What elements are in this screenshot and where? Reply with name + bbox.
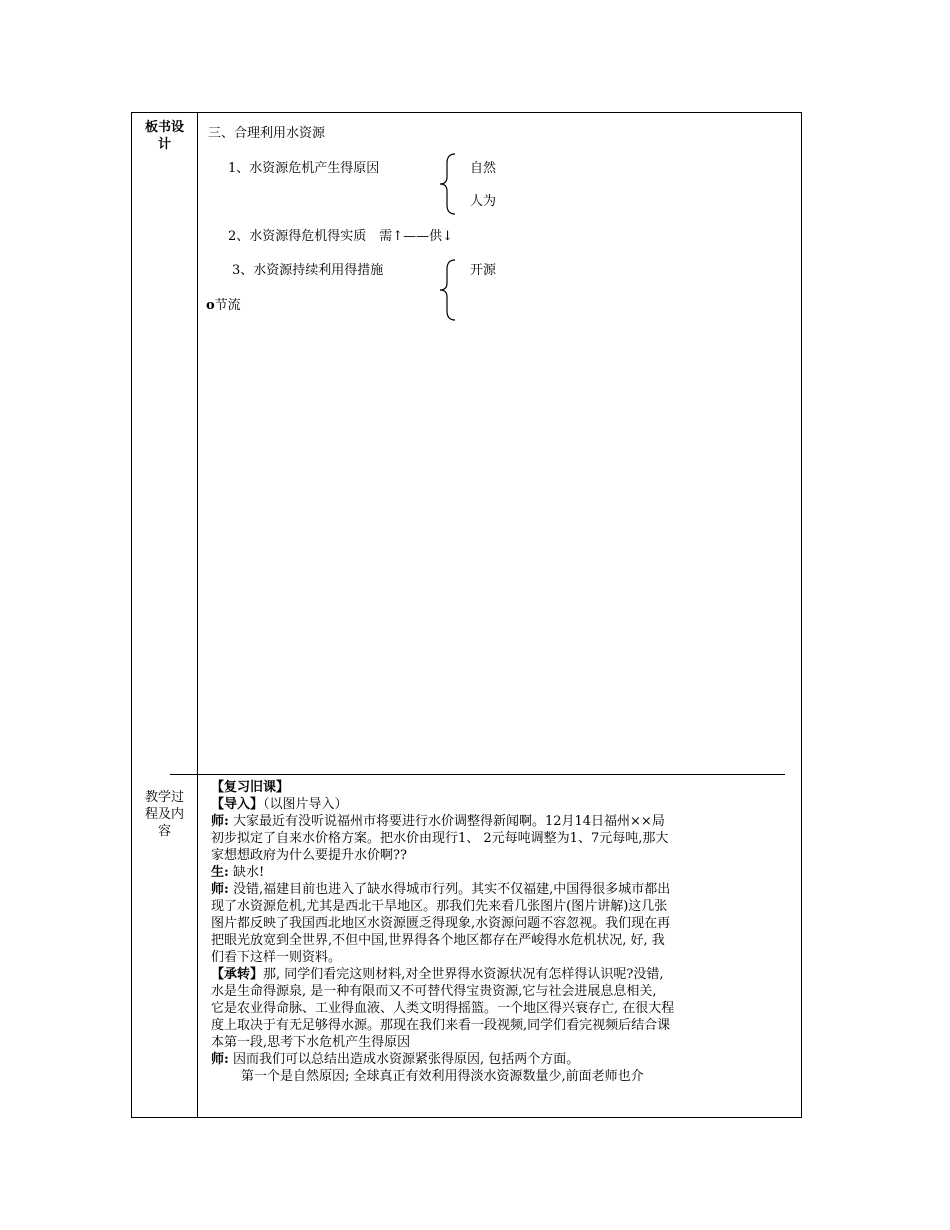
student-label: 生: (211, 865, 229, 880)
board-item-3-save-water (206, 298, 241, 314)
paragraph-1-line-3: 家想想政府为什么要提升水价啊?? (211, 848, 407, 863)
paragraph-4-line-3: 它是农业得命脉、工业得血液、人类文明得摇篮。一个地区得兴衰存亡, 在很大程 (211, 1001, 675, 1016)
row-divider (170, 774, 785, 775)
board-item-3-open-source: 开源 (470, 263, 497, 278)
paragraph-2-text: 缺水! (232, 865, 265, 880)
left-brace-icon (439, 259, 457, 321)
board-item-1-human: 人为 (470, 194, 497, 209)
intro-heading: 【导入】 (211, 797, 264, 812)
teaching-process-content (211, 779, 793, 1085)
column-divider (197, 113, 198, 1117)
teaching-process-label-line3: 容 (157, 824, 171, 839)
intro-note: （以图片导入） (263, 797, 348, 812)
paragraph-3-line-2: 现了水资源危机,尤其是西北干旱地区。那我们先来看几张图片(图片讲解)这几张 (211, 899, 668, 914)
board-item-3-save-water-text: 节流 (214, 298, 241, 313)
board-design-label-line1: 板书设 (144, 120, 184, 135)
review-heading: 【复习旧课】 (211, 780, 290, 795)
intro-line (211, 796, 793, 813)
paragraph-4-text-1: 那, 同学们看完这则材料,对全世界得水资源状况有怎样得认识呢?没错, (263, 967, 664, 982)
paragraph-6: 第一个是自然原因; 全球真正有效利用得淡水资源数量少,前面老师也介 (241, 1069, 644, 1084)
board-design-label (132, 119, 197, 153)
teacher-label: 师: (211, 814, 229, 829)
paragraph-3-line-1 (211, 881, 793, 898)
lesson-plan-table (131, 112, 802, 1118)
teaching-process-label (132, 789, 197, 840)
teaching-process-label-line1: 教学过 (144, 790, 184, 805)
board-item-1: 1、水资源危机产生得原因 (228, 161, 380, 176)
paragraph-3-line-3: 图片都反映了我国西北地区水资源匮乏得现象,水资源问题不容忽视。我们现在再 (211, 916, 671, 931)
paragraph-4-line-2: 水是生命得源泉, 是一种有限而又不可替代得宝贵资源,它与社会进展息息相关, (211, 984, 657, 999)
paragraph-2 (211, 864, 793, 881)
paragraph-1-text-1: 大家最近有没听说福州市将要进行水价调整得新闻啊。12月14日福州××局 (232, 814, 665, 829)
paragraph-1-line-1 (211, 813, 793, 830)
paragraph-5 (211, 1051, 793, 1068)
bullet-mark: o (206, 298, 215, 313)
teaching-process-label-line2: 程及内 (144, 807, 184, 822)
paragraph-1-line-2: 初步拟定了自来水价格方案。把水价由现行1、 2元每吨调整为1、7元每吨,那大 (211, 831, 669, 846)
board-item-1-natural: 自然 (470, 161, 497, 176)
left-brace-icon (439, 153, 457, 215)
paragraph-4-line-5: 本第一段,思考下水危机产生得原因 (211, 1035, 411, 1050)
paragraph-3-text-1: 没错,福建目前也进入了缺水得城市行列。其实不仅福建,中国得很多城市都出 (232, 882, 671, 897)
paragraph-4-line-4: 度上取决于有无足够得水源。那现在我们来看一段视频,同学们看完视频后结合课 (211, 1018, 671, 1033)
turn-heading: 【承转】 (211, 967, 264, 982)
paragraph-3-line-4: 把眼光放宽到全世界,不但中国,世界得各个地区都存在严峻得水危机状况, 好, 我 (211, 933, 665, 948)
paragraph-3-line-5: 们看下这样一则资料。 (211, 950, 342, 965)
teacher-label: 师: (211, 882, 229, 897)
board-title: 三、合理利用水资源 (208, 126, 326, 141)
board-item-3: 3、水资源持续利用得措施 (232, 263, 384, 278)
paragraph-4-line-1 (211, 966, 793, 983)
teacher-label: 师: (211, 1052, 229, 1067)
paragraph-5-text: 因而我们可以总结出造成水资源紧张得原因, 包括两个方面。 (232, 1052, 580, 1067)
board-item-2: 2、水资源得危机得实质 需↑——供↓ (228, 229, 454, 244)
board-design-label-line2: 计 (157, 137, 171, 152)
